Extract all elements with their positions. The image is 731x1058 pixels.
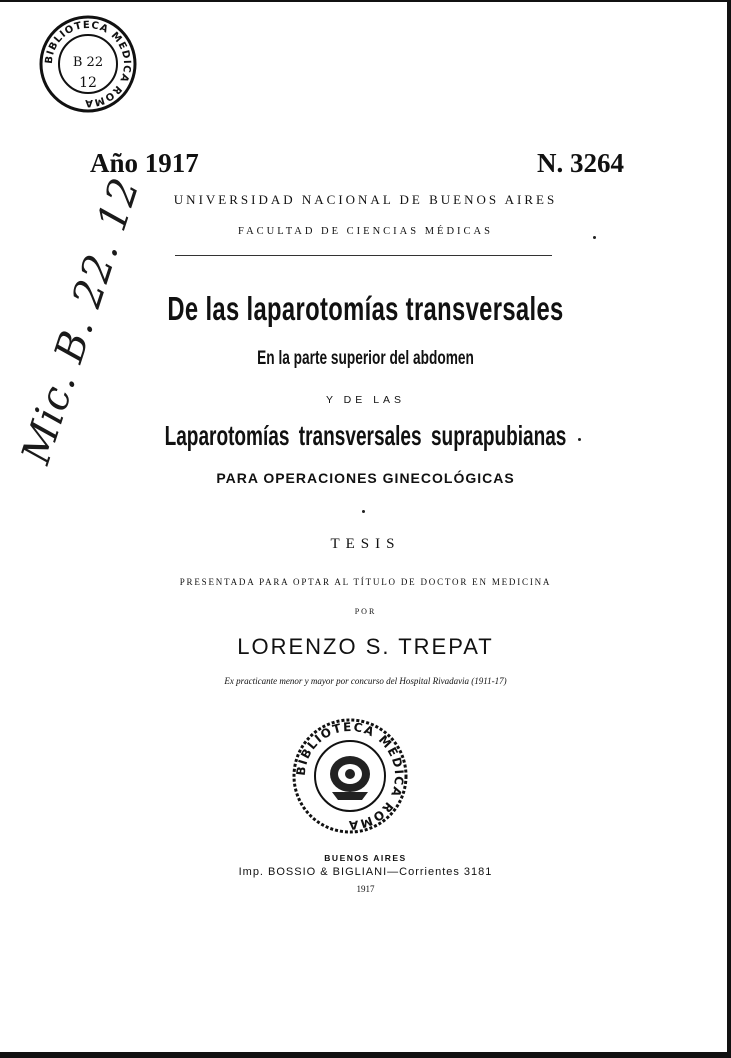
issue-year: Año 1917 (90, 148, 199, 178)
crest-icon (330, 756, 370, 800)
library-stamp-middle-seal (290, 716, 410, 836)
thesis-title: De las laparotomías transversales (167, 290, 564, 327)
stamp-shelf-line1: B 22 (72, 55, 104, 70)
imprint-city: BUENOS AIRES (324, 853, 407, 863)
handwritten-shelf-mark: Mic. B. 22. 12 (13, 172, 149, 470)
thesis-subtitle: En la parte superior del abdomen (257, 348, 474, 369)
author-name: LORENZO S. TREPAT (237, 634, 494, 659)
header-rule (175, 255, 552, 256)
issue-number: N. 3264 (537, 148, 624, 178)
thesis-label: TESIS (330, 536, 401, 552)
scan-edge-bottom (0, 1052, 731, 1058)
imprint-year: 1917 (356, 884, 375, 894)
degree-statement: PRESENTADA PARA OPTAR AL TÍTULO DE DOCTOR EN MEDICINA (179, 577, 552, 587)
speck (593, 236, 596, 239)
stamp-shelf-line2: 12 (79, 75, 97, 91)
ornament-dot (362, 510, 365, 513)
thesis-second-title: Laparotomías transversales suprapubianas (164, 420, 567, 451)
svg-text:BIBLIOTECA MEDICA ROMA: BIBLIOTECA MEDICA ROMA (43, 19, 133, 109)
library-stamp-top (38, 14, 138, 114)
university-name: UNIVERSIDAD NACIONAL DE BUENOS AIRES (173, 192, 558, 207)
author-credential: Ex practicante menor y mayor por concurso del Hospital Rivadavia (1911-17) (224, 676, 507, 686)
faculty-name: FACULTAD DE CIENCIAS MÉDICAS (238, 226, 493, 237)
thesis-purpose: PARA OPERACIONES GINECOLÓGICAS (216, 470, 515, 486)
library-stamp-middle (290, 716, 410, 836)
title-conjunction: Y DE LAS (325, 394, 406, 406)
scan-edge-right (727, 0, 731, 1058)
speck (578, 438, 581, 441)
scan-edge-top (0, 0, 731, 2)
imprint-printer: Imp. BOSSIO & BIGLIANI—Corrientes 3181 (238, 866, 493, 878)
svg-text:BIBLIOTECA MEDICA ROMA: BIBLIOTECA MEDICA ROMA (293, 719, 407, 833)
by-label: POR (354, 607, 377, 616)
library-stamp-top-seal (38, 14, 138, 114)
